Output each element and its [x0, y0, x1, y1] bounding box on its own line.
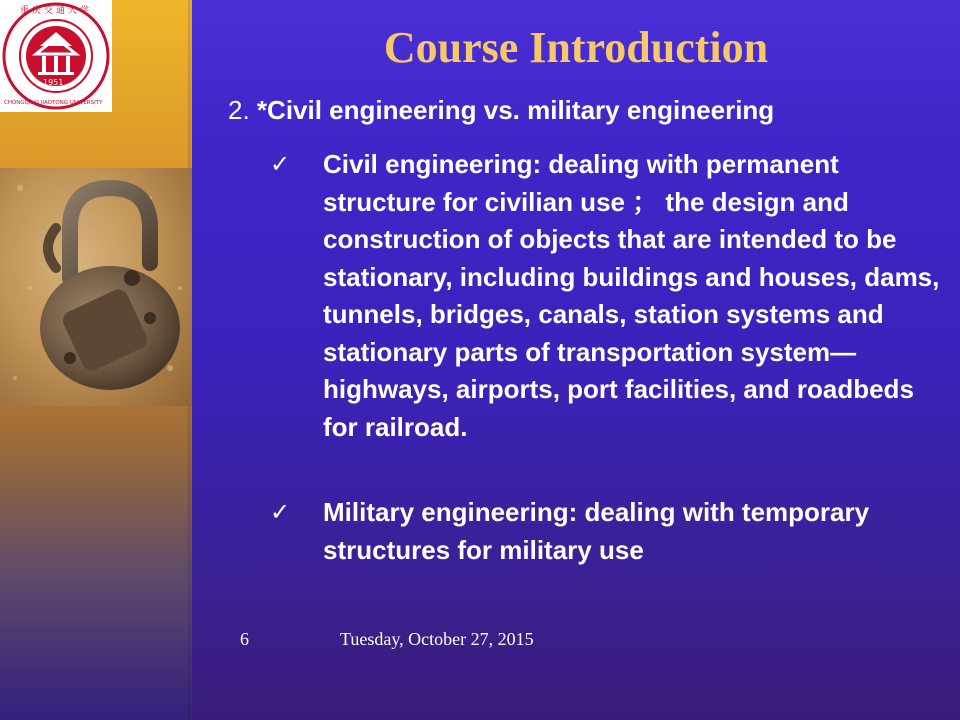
bullet-text: Civil engineering: dealing with permanent structure for civilian use ； the design and construction of objects that are intended to be stationary, including buildings and houses, dams, tunnels, bridges, canals, station systems and stationary parts of transportation system—highways, airports, port facilities, and roadbeds for railroad. [323, 149, 940, 442]
footer-date: Tuesday, October 27, 2015 [340, 629, 534, 649]
padlock-icon [0, 168, 192, 406]
section-heading [228, 95, 948, 126]
heading-text: *Civil engineering vs. military engineering [256, 95, 775, 125]
padlock-photo [0, 168, 192, 406]
logo-year: 1951 [43, 78, 64, 87]
checkmark-icon: ✓ [270, 499, 291, 526]
bullet-civil-engineering [270, 146, 960, 446]
bullet-text: Military engineering: dealing with temporary structures for military use [323, 497, 870, 565]
bullet-military-engineering [270, 494, 960, 569]
checkmark-icon: ✓ [270, 151, 291, 178]
logo-ring-top-text: 重庆交通大学 [20, 6, 93, 16]
slide-title: Course Introduction [383, 23, 769, 72]
page-number: 6 [240, 629, 249, 649]
university-seal-icon [0, 0, 112, 112]
heading-number: 2. [228, 95, 250, 125]
logo-ring-bottom-text: CHONGQING JIAOTONG UNIVERSITY [4, 100, 103, 106]
university-logo [0, 0, 112, 112]
